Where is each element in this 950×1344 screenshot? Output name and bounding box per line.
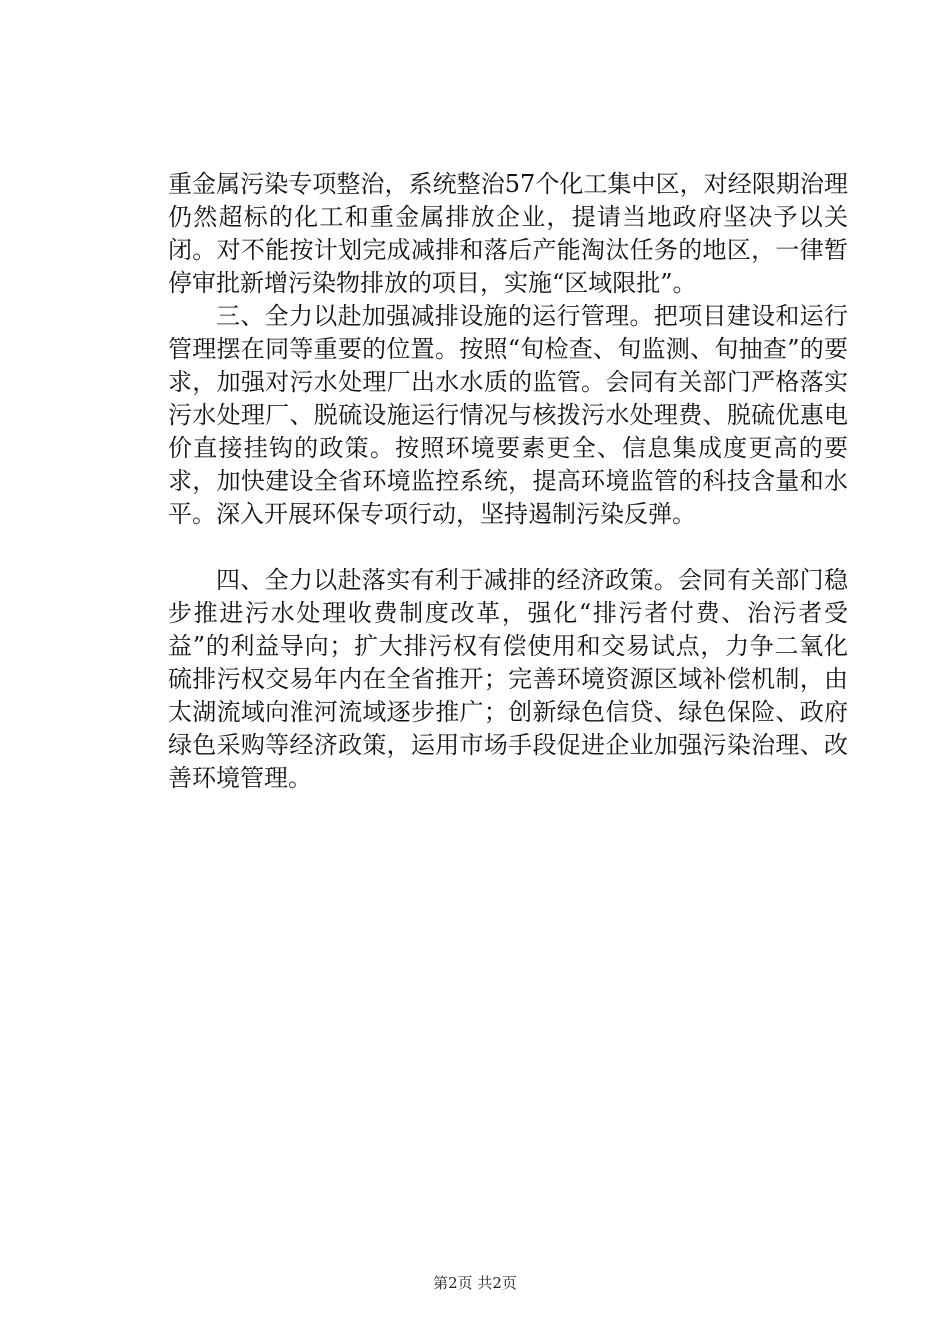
paragraph-section-three: 三、全力以赴加强减排设施的运行管理。把项目建设和运行管理摆在同等重要的位置。按照“旬检查、旬监测、旬抽查”的要求，加强对污水处理厂出水水质的监管。会同有关部门严格落实污水处理厂、脱硫设施运行情况与核拨污水处理费、脱硫优惠电价直接挂钩的政策。按照环境要素更全、信息集成度更高的要求，加快建设全省环境监控系统，提高环境监管的科技含量和水平。深入开展环保专项行动，坚持遏制污染反弹。 [168,302,848,528]
page-footer: 第2页 共2页 [433,1274,517,1292]
paragraph-section-four: 四、全力以赴落实有利于减排的经济政策。会同有关部门稳步推进污水处理收费制度改革，强化“排污者付费、治污者受益”的利益导向；扩大排污权有偿使用和交易试点，力争二氧化硫排污权交易年内在全省推开；完善环境资源区域补偿机制，由太湖流域向淮河流域逐步推广；创新绿色信贷、绿色保险、政府绿色采购等经济政策，运用市场手段促进企业加强污染治理、改善环境管理。 [168,566,848,792]
document-body [168,168,848,795]
paragraph-continuation: 重金属污染专项整治，系统整治57个化工集中区，对经限期治理仍然超标的化工和重金属排放企业，提请当地政府坚决予以关闭。对不能按计划完成减排和落后产能淘汰任务的地区，一律暂停审批新增污染物排放的项目，实施“区域限批”。 [168,170,848,297]
